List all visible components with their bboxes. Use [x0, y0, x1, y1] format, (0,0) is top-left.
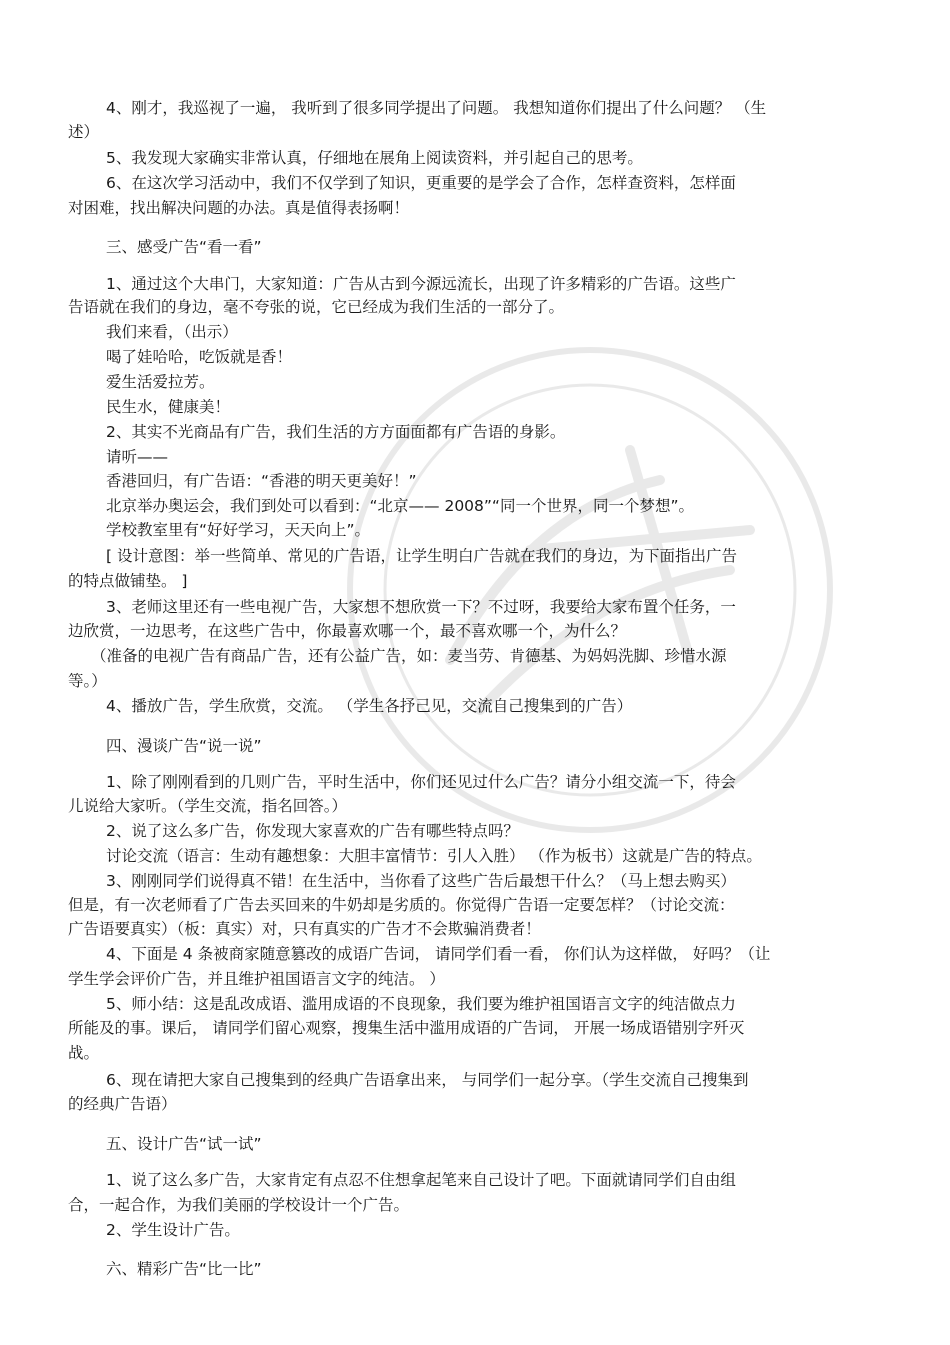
- paragraph-line: 学校教室里有“好好学习，天天向上”。: [106, 521, 371, 539]
- paragraph-line: 3、刚刚同学们说得真不错！在生活中，当你看了这些广告后最想干什么？（马上想去购买）: [106, 872, 736, 890]
- paragraph-line: 边欣赏，一边思考，在这些广告中，你最喜欢哪一个，最不喜欢哪一个，为什么？: [68, 622, 627, 640]
- paragraph-line: [ 设计意图：举一些简单、常见的广告语，让学生明白广告就在我们的身边，为下面指出广告: [106, 547, 737, 565]
- paragraph-line: 的经典广告语）: [68, 1095, 177, 1113]
- paragraph-line: 6、现在请把大家自己搜集到的经典广告语拿出来， 与同学们一起分享。（学生交流自己搜集到: [106, 1071, 749, 1089]
- paragraph-line: 广告语要真实）（板：真实）对，只有真实的广告才不会欺骗消费者！: [68, 920, 541, 938]
- paragraph-line: 合，一起合作，为我们美丽的学校设计一个广告。: [68, 1196, 410, 1214]
- paragraph-line: 学生学会评价广告，并且维护祖国语言文字的纯洁。 ）: [68, 970, 445, 988]
- section-heading: 四、漫谈广告“说一说”: [106, 737, 262, 755]
- paragraph-line: 对困难，找出解决问题的办法。真是值得表扬啊！: [68, 199, 410, 217]
- paragraph-line: 4、刚才，我巡视了一遍， 我听到了很多同学提出了问题。 我想知道你们提出了什么问题？ （生: [106, 99, 767, 117]
- paragraph-line: 1、通过这个大串门，大家知道：广告从古到今源远流长，出现了许多精彩的广告语。这些广: [106, 275, 736, 293]
- paragraph-line: 民生水，健康美！: [106, 398, 231, 416]
- paragraph-line: 战。: [68, 1044, 100, 1062]
- paragraph-line: 1、说了这么多广告，大家肯定有点忍不住想拿起笔来自己设计了吧。下面就请同学们自由组: [106, 1171, 736, 1189]
- paragraph-line: 但是，有一次老师看了广告去买回来的牛奶却是劣质的。你觉得广告语一定要怎样？（讨论交流：: [68, 896, 735, 914]
- section-heading: 五、设计广告“试一试”: [106, 1135, 262, 1153]
- paragraph-line: 请听——: [106, 448, 169, 466]
- paragraph-line: 喝了娃哈哈，吃饭就是香！: [106, 348, 293, 366]
- paragraph-line: 4、播放广告，学生欣赏，交流。 （学生各抒己见，交流自己搜集到的广告）: [106, 697, 633, 715]
- paragraph-line: 5、我发现大家确实非常认真，仔细地在展角上阅读资料，并引起自己的思考。: [106, 149, 643, 167]
- paragraph-line: 告语就在我们的身边，毫不夸张的说，它已经成为我们生活的一部分了。: [68, 298, 565, 316]
- paragraph-line: 讨论交流（语言：生动有趣想象：大胆丰富情节：引人入胜） （作为板书）这就是广告的特点。: [106, 847, 762, 865]
- section-heading: 六、精彩广告“比一比”: [106, 1260, 262, 1278]
- paragraph-line: 所能及的事。课后， 请同学们留心观察，搜集生活中滥用成语的广告词， 开展一场成语错别字歼灭: [68, 1019, 745, 1037]
- paragraph-line: 我们来看，（出示）: [106, 323, 238, 341]
- paragraph-line: 4、下面是 4 条被商家随意篡改的成语广告词， 请同学们看一看， 你们认为这样做， 好吗？（让: [106, 945, 771, 963]
- paragraph-line: 爱生活爱拉芳。: [106, 373, 215, 391]
- paragraph-line: 述）: [68, 123, 100, 141]
- paragraph-line: 2、其实不光商品有广告，我们生活的方方面面都有广告语的身影。: [106, 423, 566, 441]
- paragraph-line: 2、说了这么多广告，你发现大家喜欢的广告有哪些特点吗？: [106, 822, 519, 840]
- paragraph-line: 等。）: [68, 672, 107, 690]
- section-heading: 三、感受广告“看一看”: [106, 238, 262, 256]
- paragraph-line: 儿说给大家听。（学生交流，指名回答。）: [68, 797, 348, 815]
- paragraph-line: （准备的电视广告有商品广告，还有公益广告，如：麦当劳、肯德基、为妈妈洗脚、珍惜水源: [91, 647, 727, 665]
- paragraph-line: 2、学生设计广告。: [106, 1221, 240, 1239]
- paragraph-line: 北京举办奥运会，我们到处可以看到：“北京—— 2008”“同一个世界，同一个梦想”。: [106, 497, 694, 515]
- paragraph-line: 3、老师这里还有一些电视广告，大家想不想欣赏一下？不过呀，我要给大家布置个任务，一: [106, 598, 736, 616]
- paragraph-line: 6、在这次学习活动中，我们不仅学到了知识，更重要的是学会了合作，怎样查资料，怎样面: [106, 174, 736, 192]
- paragraph-line: 1、除了刚刚看到的几则广告，平时生活中，你们还见过什么广告？请分小组交流一下，待会: [106, 773, 736, 791]
- paragraph-line: 的特点做铺垫。 ]: [68, 572, 188, 590]
- paragraph-line: 香港回归，有广告语：“香港的明天更美好！”: [106, 472, 417, 490]
- paragraph-line: 5、师小结：这是乱改成语、滥用成语的不良现象，我们要为维护祖国语言文字的纯洁做点力: [106, 995, 736, 1013]
